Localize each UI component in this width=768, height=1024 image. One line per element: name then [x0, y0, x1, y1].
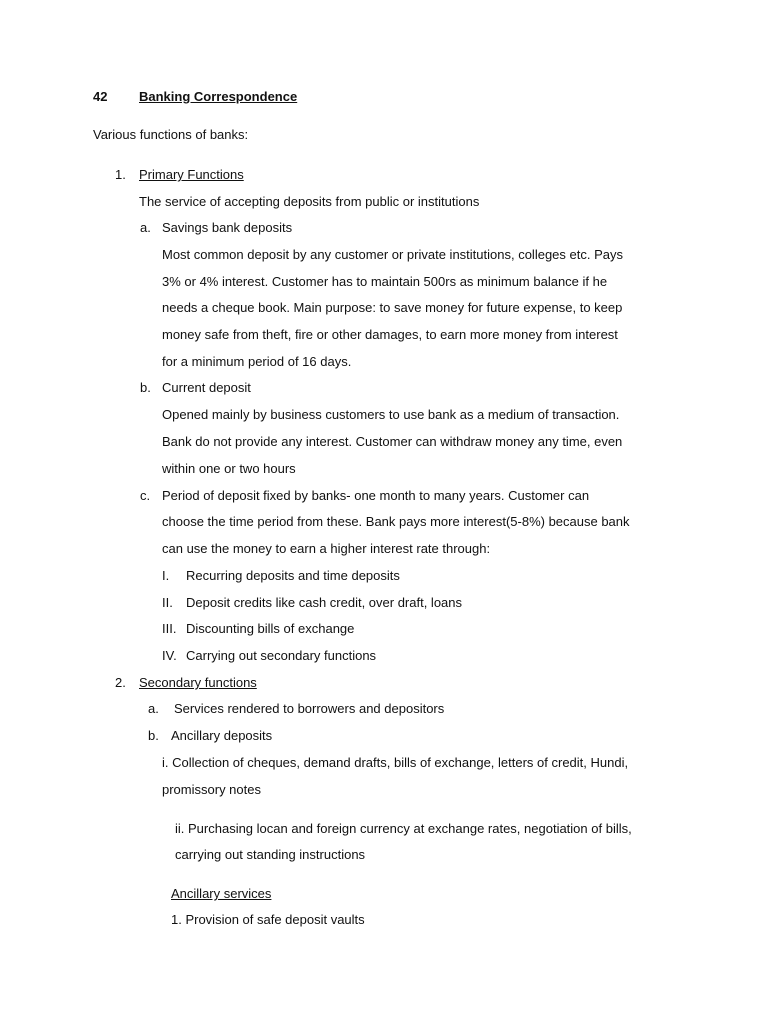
ancillary-item-ii: ii. Purchasing locan and foreign currency at exchange rates, negotiation of bills, — [175, 821, 632, 836]
roman-marker: I. — [162, 568, 170, 583]
roman-item: Recurring deposits and time deposits — [186, 568, 400, 583]
current-line: within one or two hours — [162, 461, 296, 476]
secondary-a-marker: a. — [148, 701, 159, 716]
current-line: Bank do not provide any interest. Customer can withdraw money any time, even — [162, 434, 623, 449]
secondary-b-marker: b. — [148, 728, 159, 743]
ancillary-item-ii: carrying out standing instructions — [175, 847, 366, 862]
savings-marker: a. — [140, 220, 151, 235]
ancillary-services-item: 1. Provision of safe deposit vaults — [171, 912, 365, 927]
savings-line: 3% or 4% interest. Customer has to maintain 500rs as minimum balance if he — [162, 274, 608, 289]
savings-title: Savings bank deposits — [162, 220, 293, 235]
roman-item: Carrying out secondary functions — [186, 648, 377, 663]
primary-number: 1. — [115, 167, 126, 182]
current-line: Opened mainly by business customers to use bank as a medium of transaction. — [162, 407, 620, 422]
roman-marker: III. — [162, 621, 177, 636]
savings-line: Most common deposit by any customer or private institutions, colleges etc. Pays — [162, 247, 623, 262]
primary-title: Primary Functions — [139, 167, 244, 182]
savings-line: needs a cheque book. Main purpose: to save money for future expense, to keep — [162, 300, 623, 315]
fixed-line: can use the money to earn a higher interest rate through: — [162, 541, 491, 556]
roman-item: Discounting bills of exchange — [186, 621, 355, 636]
roman-marker: IV. — [162, 648, 177, 663]
fixed-line: choose the time period from these. Bank pays more interest(5-8%) because bank — [162, 514, 630, 529]
ancillary-services-title: Ancillary services — [171, 886, 272, 901]
primary-description: The service of accepting deposits from public or institutions — [139, 194, 480, 209]
current-title: Current deposit — [162, 380, 251, 395]
current-marker: b. — [140, 380, 151, 395]
roman-marker: II. — [162, 595, 173, 610]
fixed-marker: c. — [140, 488, 151, 503]
intro-text: Various functions of banks: — [93, 127, 249, 142]
ancillary-item-i: i. Collection of cheques, demand drafts, bills of exchange, letters of credit, Hundi, — [162, 755, 629, 770]
ancillary-item-i: promissory notes — [162, 782, 261, 797]
savings-line: for a minimum period of 16 days. — [162, 354, 352, 369]
secondary-number: 2. — [115, 675, 126, 690]
secondary-a-text: Services rendered to borrowers and depositors — [174, 701, 445, 716]
roman-item: Deposit credits like cash credit, over draft, loans — [186, 595, 463, 610]
secondary-title: Secondary functions — [139, 675, 257, 690]
savings-line: money safe from theft, fire or other damages, to earn more money from interest — [162, 327, 618, 342]
fixed-line: Period of deposit fixed by banks- one month to many years. Customer can — [162, 488, 590, 503]
chapter-title: Banking Correspondence — [139, 89, 298, 104]
secondary-b-text: Ancillary deposits — [171, 728, 273, 743]
page-number: 42 — [93, 89, 108, 104]
